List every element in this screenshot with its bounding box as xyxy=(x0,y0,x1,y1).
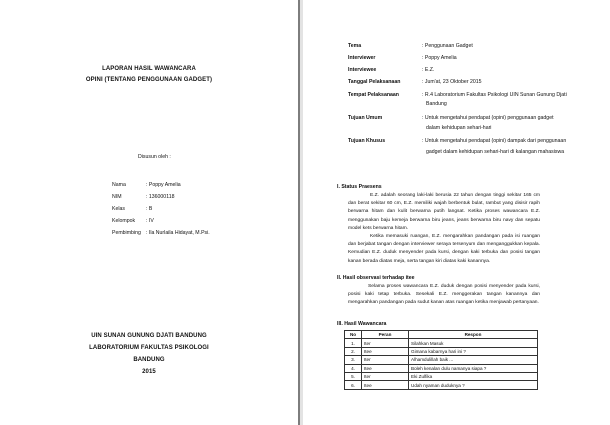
row-respon: Boleh kenalan dulu namanya siapa ? xyxy=(409,364,538,372)
field-value-pembimbing: : Ila Nurlaila Hidayat, M.Psi. xyxy=(146,230,210,236)
info-value-interviewee: : E.Z. xyxy=(422,67,435,73)
section-wawancara-heading: III. Hasil Wawancara xyxy=(337,321,387,327)
cover-title: LAPORAN HASIL WAWANCARA xyxy=(102,66,196,72)
row-peran: Itee xyxy=(362,364,409,372)
section-status-heading: I. Status Praesens xyxy=(337,184,382,190)
info-label-tujuan-umum: Tujuan Umum xyxy=(348,115,383,121)
info-value-tema: : Penggunaan Gadget xyxy=(422,43,473,49)
row-no: 2. xyxy=(345,347,362,355)
info-label-tanggal: Tanggal Pelaksanaan xyxy=(348,79,401,85)
row-no: 6. xyxy=(345,381,362,389)
info-value-tujuan-umum-cont: dalam kehidupan sehari-hari xyxy=(426,125,492,131)
field-value-kelompok: : IV xyxy=(146,218,154,224)
row-peran: Itee xyxy=(362,347,409,355)
field-label-kelompok: Kelompok xyxy=(112,218,136,224)
status-paragraph-2: Ketika memasuki ruangan, E.Z. mengarahkan pandangan pada isi ruangan dan berjabat tangan dengan interviewer seraya tersenyum dan menganggukkan kepala. Kemudian E.Z. duduk menyender pada kursi, dengan kaki terbuka dan posisi tangan kanan berada diatas meja, serta tangan kiri diatas kaki kanannya. xyxy=(348,234,540,264)
row-peran: Iter xyxy=(362,356,409,364)
info-value-tanggal: : Jum'at, 23 Oktober 2015 xyxy=(422,79,482,85)
interview-table xyxy=(344,330,538,390)
table-row xyxy=(345,372,538,380)
field-value-nama: : Poppy Amelia xyxy=(146,182,181,188)
field-label-pembimbing: Pembimbing xyxy=(112,230,141,236)
cover-year: 2015 xyxy=(142,369,156,375)
row-respon: Silahkan Masuk xyxy=(409,339,538,347)
header-no: No xyxy=(345,331,362,339)
row-no: 4. xyxy=(345,364,362,372)
row-no: 5. xyxy=(345,372,362,380)
row-respon: Alhamdulillah baik ... xyxy=(409,356,538,364)
table-row xyxy=(345,381,538,389)
section-observasi-heading: II. Hasil observasi terhadap itee xyxy=(337,275,415,281)
header-respon: Respon xyxy=(409,331,538,339)
info-value-tempat-cont: Bandung xyxy=(426,101,447,107)
page-divider xyxy=(298,0,300,425)
observasi-paragraph: Selama proses wawancara E.Z. duduk dengan posisi menyender pada kursi, posisi kaki tetap terbuka. Sesekali E.Z. menggerakan tangan kanannya dan mengarahkan pandangan pada sudut kanan atas ruangan ketika menjawab pertanyaan. xyxy=(348,284,540,306)
institution-lab: LABORATORIUM FAKULTAS PSIKOLOGI xyxy=(89,345,209,351)
info-label-interviewer: Interviewer xyxy=(348,55,376,61)
info-value-tujuan-khusus-cont: gadget dalam kehidupan sehari-hari di kalangan mahasiswa xyxy=(426,149,565,155)
row-no: 1. xyxy=(345,339,362,347)
field-value-kelas: : B xyxy=(146,206,153,212)
row-peran: Iter xyxy=(362,372,409,380)
info-label-tempat: Tempat Pelaksanaan xyxy=(348,92,399,98)
row-respon: Eki Zulfika xyxy=(409,372,538,380)
info-label-tema: Tema xyxy=(348,43,362,49)
institution-name: UIN SUNAN GUNUNG DJATI BANDUNG xyxy=(91,333,207,339)
field-label-nim: NIM xyxy=(112,194,122,200)
info-value-interviewer: : Poppy Amelia xyxy=(422,55,457,61)
row-no: 3. xyxy=(345,356,362,364)
info-value-tujuan-khusus: : Untuk mengetahui pendapat (opini) dampak dari penggunaan xyxy=(422,138,567,144)
field-label-nama: Nama xyxy=(112,182,126,188)
table-header-row xyxy=(345,331,538,339)
status-paragraph-1: E.Z. adalah seorang laki-laki berusia 22 tahun dengan tinggi sekitar 165 cm dan berat sekitar 60 cm, E.Z. memiliki wajah berbentuk bulat, rambut yang disisir rapih berwarna hitam dan kulit berwarna putih langsat. Ketika proses wawancara E.Z. menggunakan baju kemeja berwarna biru jeans, jeans berwarna biru navy dan sepatu model kets berwarna hitam. xyxy=(348,193,540,231)
row-peran: Itee xyxy=(362,381,409,389)
institution-city: BANDUNG xyxy=(133,357,165,363)
row-peran: Iter xyxy=(362,339,409,347)
info-value-tujuan-umum: : Untuk mengetahui pendapat (opini) penggunaan gadget xyxy=(422,115,554,121)
row-respon: Udah nyaman duduknya ? xyxy=(409,381,538,389)
info-value-tempat: : R.4 Laboratorium Fakultas Psikologi UIN Sunan Gunung Djati xyxy=(422,92,567,98)
info-label-tujuan-khusus: Tujuan Khusus xyxy=(348,138,386,144)
table-row xyxy=(345,356,538,364)
row-respon: Gimana kabarnya hari ini ? xyxy=(409,347,538,355)
table-row xyxy=(345,364,538,372)
prepared-by: Disusun oleh : xyxy=(138,154,171,160)
header-peran: Peran xyxy=(362,331,409,339)
field-label-kelas: Kelas xyxy=(112,206,125,212)
field-value-nim: : 136000118 xyxy=(146,194,175,200)
cover-subtitle: OPINI (TENTANG PENGGUNAAN GADGET) xyxy=(85,77,213,83)
table-row xyxy=(345,339,538,347)
table-row xyxy=(345,347,538,355)
info-label-interviewee: Interviewee xyxy=(348,67,377,73)
